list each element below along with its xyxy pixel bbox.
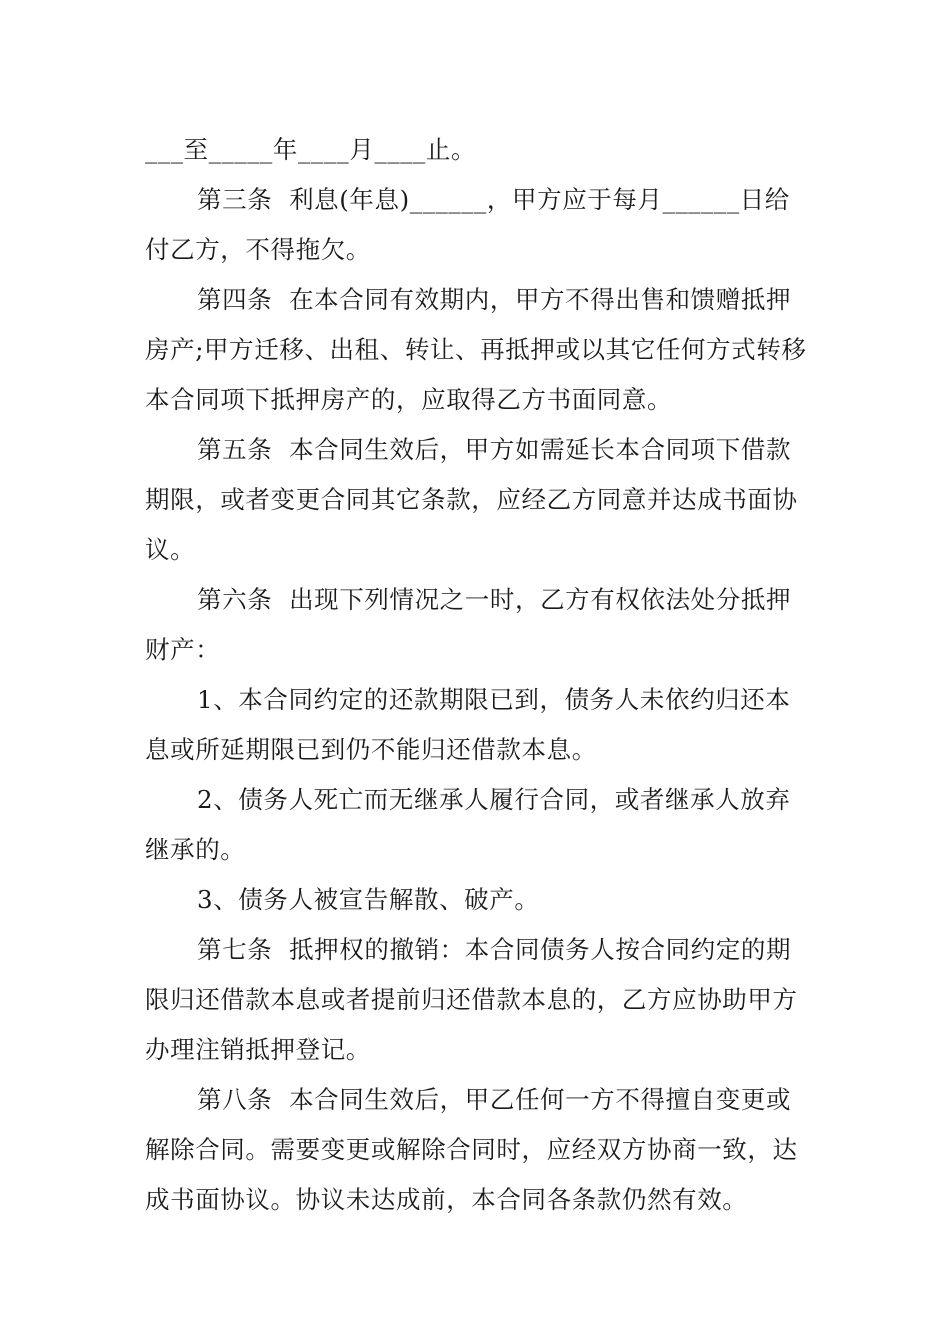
- paragraph-article-3: 第三条 利息(年息)______，甲方应于每月______日给付乙方，不得拖欠。: [145, 185, 790, 264]
- list-item-1: 1、本合同约定的还款期限已到，债务人未依约归还本息或所延期限已到仍不能归还借款本息。: [145, 685, 791, 764]
- list-item-2: 2、债务人死亡而无继承人履行合同，或者继承人放弃继承的。: [145, 785, 791, 864]
- paragraph-term-end: ___至_____年____月____止。: [145, 135, 477, 164]
- document-body: [145, 125, 810, 1225]
- paragraph-article-4: 第四条 在本合同有效期内，甲方不得出售和馈赠抵押房产;甲方迁移、出租、转让、再抵押或以其它任何方式转移本合同项下抵押房产的，应取得乙方书面同意。: [145, 285, 807, 414]
- paragraph-article-8: 第八条 本合同生效后，甲乙任何一方不得擅自变更或解除合同。需要变更或解除合同时，应经双方协商一致，达成书面协议。协议未达成前，本合同各条款仍然有效。: [145, 1085, 798, 1214]
- paragraph-article-5: 第五条 本合同生效后，甲方如需延长本合同项下借款期限，或者变更合同其它条款，应经乙方同意并达成书面协议。: [145, 435, 798, 564]
- paragraph-article-6: 第六条 出现下列情况之一时，乙方有权依法处分抵押财产：: [145, 585, 792, 664]
- paragraph-article-7: 第七条 抵押权的撤销：本合同债务人按合同约定的期限归还借款本息或者提前归还借款本息的，乙方应协助甲方办理注销抵押登记。: [145, 935, 798, 1064]
- list-item-3: 3、债务人被宣告解散、破产。: [197, 885, 540, 914]
